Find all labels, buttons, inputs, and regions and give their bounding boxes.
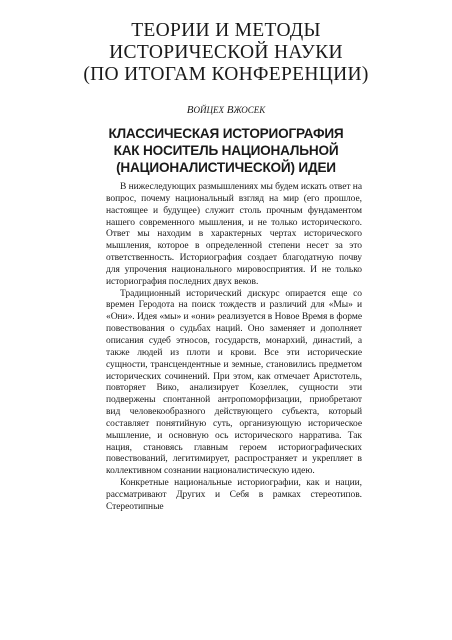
author-first-initial: В (186, 104, 194, 116)
section-title-line-1: ТЕОРИИ И МЕТОДЫ (131, 20, 321, 41)
article-body (106, 182, 362, 514)
article-title-line-2: КАК НОСИТЕЛЬ НАЦИОНАЛЬНОЙ (113, 143, 339, 158)
paragraph-3: Конкретные национальные историографии, как и нации, рассматривают Других и Себя в рамках стереотипов. Стереотипные (106, 478, 362, 512)
section-title-line-2: ИСТОРИЧЕСКОЙ НАУКИ (109, 42, 343, 63)
paragraph-1: В нижеследующих размышлениях мы будем искать ответ на вопрос, почему национальный взгляд на мир (его прошлое, настоящее и будущее) служит столь прочным фундаментом нашего современного мышления, и не только исторического. Ответ мы находим в характерных чертах исторического мышления, которое в определенной степени несет за это ответственность. Историография создает благодатную почву для упрочения национального мировосприятия. И не только историография последних двух веков. (106, 182, 362, 287)
author-last-rest: ЖОСЕК (233, 105, 266, 115)
article-title-line-1: КЛАССИЧЕСКАЯ ИСТОРИОГРАФИЯ (108, 126, 344, 141)
author-name (0, 104, 452, 116)
section-title-line-3: (ПО ИТОГАМ КОНФЕРЕНЦИИ) (83, 64, 369, 85)
article-title-line-3: (НАЦИОНАЛИСТИЧЕСКОЙ) ИДЕИ (116, 160, 336, 175)
author-first-rest: ОЙЦЕХ (193, 105, 224, 115)
section-title (0, 20, 452, 86)
article-title (0, 125, 452, 176)
paragraph-2: Традиционный исторический дискурс опирается еще со времен Геродота на поиск тождеств и различий для «Мы» и «Они». Идея «мы» и «они» реализуется в Новое Время в форме повествования о судьбах наций. Оно заменяет и дополняет описания судеб этносов, государств, монархий, династий, а также людей из плоти и крови. Все эти исторические сущности, трансцендентные и земные, становились предметом исторических сочинений. При этом, как отмечает Аристотель, повторяет Вико, анализирует Козеллек, сущности эти подвержены спонтанной антропоморфизации, приобретают вид человекообразного действующего субъекта, который составляет понятийную суть, организующую историческое мышление, и основную ось исторического нарратива. Так нация, становясь главным героем историографических повествований, легитимирует, распространяет и укрепляет в коллективном сознании националистическую идею. (106, 288, 362, 477)
author-last-initial: В (226, 104, 234, 116)
